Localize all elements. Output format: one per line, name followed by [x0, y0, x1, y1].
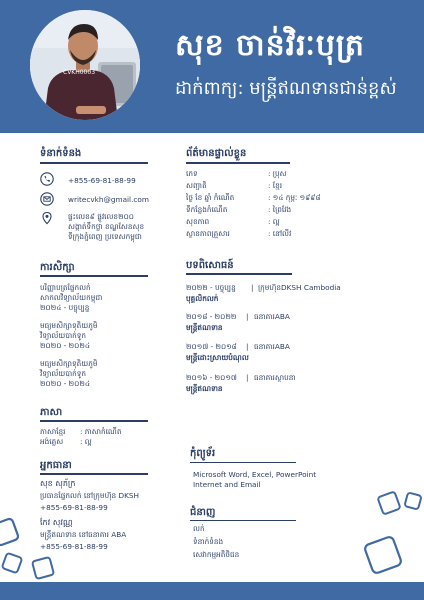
education-item-3-years: ២០២០ - ២០២៤ — [40, 379, 91, 388]
education-item-3-line2: វិទ្យាល័យបាក់ទូក — [40, 369, 87, 378]
experience-1-org: ក្រុមហ៊ុនDKSH Cambodia — [258, 283, 341, 292]
reference-2-phone: +855-69-81-88-99 — [40, 542, 108, 551]
education-item-2-years: ២០២០ - ២០២៤ — [40, 341, 91, 350]
personal-row-5-label: សុខភាព — [186, 217, 210, 226]
education-item-2-line1: មធ្យមសិក្សាទុតិយភូមិ — [40, 321, 98, 330]
contact-address-line3: ទីក្រុងភ្នំពេញ ប្រទេសកម្ពុជា — [68, 232, 142, 241]
experience-2-sep: | — [246, 312, 249, 321]
footer-band — [0, 582, 424, 600]
decorative-squares-left — [0, 515, 60, 585]
contact-phone: +855-69-81-88-99 — [68, 176, 136, 185]
experience-4-role: មន្ត្រីឥណទាន — [186, 384, 223, 393]
experience-2-role: មន្ត្រីឥណទាន — [186, 323, 223, 332]
experience-3-sep: | — [246, 342, 249, 351]
personal-row-4-label: ទីកន្លែងកំណើត — [186, 205, 228, 214]
contact-title-rule — [40, 162, 148, 164]
language-2-value: : ល្អ — [80, 437, 92, 446]
skills-line1: Microsoft Word, Excel, PowerPoint — [193, 470, 317, 479]
contact-address-line2: សង្កាត់ទឹកថ្លា ខណ្ឌសែនសុខ — [68, 222, 145, 231]
experience-1-sep: | — [251, 283, 254, 292]
references-title-rule — [40, 473, 148, 475]
education-item-1-line2: សាកលវិទ្យាល័យកម្ពុជា — [40, 293, 103, 302]
experience-3-period: ២០១៧ - ២០១៨ — [186, 342, 237, 351]
experience-section-title: បទពិសោធន៍ — [186, 260, 234, 271]
education-section-title: ការសិក្សា — [40, 262, 75, 273]
email-icon — [40, 192, 54, 206]
experience-4-period: ២០១៦ - ២០១៧ — [186, 373, 237, 382]
applied-position: ដាក់ពាក្យ: មន្ត្រីឥណទានជាន់ខ្ពស់ — [175, 78, 397, 99]
personal-row-6-value: : នៅលីវ — [268, 229, 292, 238]
personal-row-2-value: : ខ្មែរ — [268, 181, 283, 190]
experience-4-org: ធនាគារស្ថាបនា — [254, 373, 296, 382]
personal-section-title: ព័ត៌មានផ្ទាល់ខ្លួន — [186, 148, 247, 159]
reference-2-role: មន្ត្រីឥណទាន នៅធនាគារ ABA — [40, 530, 127, 539]
decorative-squares-right — [350, 478, 424, 582]
phone-icon — [40, 172, 54, 186]
personal-row-4-value: : ព្រៃវែង — [268, 205, 292, 214]
profile-photo — [30, 10, 140, 120]
experience-1-role: បុគ្គលិកលក់ — [186, 294, 219, 303]
language-section-title: ភាសា — [40, 407, 63, 418]
contact-section-title: ទំនាក់ទំនង — [40, 148, 82, 159]
personal-title-rule — [186, 162, 290, 164]
education-item-1-line1: បរិញ្ញាបត្រផ្នែកលក់ — [40, 283, 91, 292]
experience-4-sep: | — [246, 373, 249, 382]
language-title-rule — [40, 420, 148, 422]
reference-1-phone: +855-69-81-88-99 — [40, 503, 108, 512]
experience-2-period: ២០១៨ - ២០២២ — [186, 312, 237, 321]
experience-1-period: ២០២២ - បច្ចុប្បន្ន — [186, 283, 236, 292]
skills-title-rule — [190, 462, 296, 463]
personal-row-3-value: : ១៤ កុម្ភៈ ១៩៩៨ — [268, 193, 321, 202]
location-pin-icon — [40, 211, 54, 225]
reference-1-name: សុខ សុភ័ក្រ — [40, 479, 76, 488]
personal-row-6-label: ស្ថានភាពគ្រួសារ — [186, 229, 230, 238]
full-name: សុខ ចាន់វិរៈបុត្រ — [175, 28, 365, 63]
skills-line2: Internet and Email — [193, 480, 261, 489]
skills-section-title: កុំព្យូទ័រ — [190, 448, 216, 459]
experience-title-rule — [186, 273, 292, 275]
contact-address-line1: ផ្ទះលេខ៩ ផ្លូវលេខ២០០ — [68, 212, 134, 221]
reference-1-role: ប្រធានផ្នែកលក់ នៅក្រុមហ៊ុន DKSH — [40, 491, 139, 500]
header-banner — [0, 0, 424, 133]
education-title-rule — [40, 275, 148, 277]
personal-row-1-label: ភេទ — [186, 169, 198, 178]
reference-2-name: កែវ សុវណ្ណ — [40, 518, 73, 527]
hobbies-title-rule — [190, 520, 296, 521]
personal-row-1-value: : ប្រុស — [268, 169, 287, 178]
language-2-label: អង់គ្លេស — [40, 437, 64, 446]
personal-row-2-label: សញ្ជាតិ — [186, 181, 207, 190]
photo-badge-text: CVKH0003 — [63, 69, 96, 76]
hobbies-section-title: ជំនាញ — [190, 507, 216, 518]
contact-email: writecvkh@gmail.com — [68, 195, 149, 204]
hobby-2: ទំនាក់ទំនង — [193, 537, 224, 546]
education-item-1-years: ២០២៤ - បច្ចុប្បន្ន — [40, 303, 90, 312]
personal-row-5-value: : ល្អ — [268, 217, 280, 226]
education-item-3-line1: មធ្យមសិក្សាទុតិយភូមិ — [40, 359, 98, 368]
experience-3-org: ធនាគារABA — [254, 342, 290, 351]
hobby-3: សេវាកម្មអតិថិជន — [193, 550, 240, 559]
personal-row-3-label: ថ្ងៃ ខែ ឆ្នាំ កំណើត — [186, 193, 235, 202]
language-1-label: ភាសាខ្មែរ — [40, 427, 66, 436]
experience-3-role: មន្ត្រីដោះស្រាយបំណុល — [186, 353, 249, 362]
experience-2-org: ធនាគារABA — [254, 312, 290, 321]
language-1-value: : ភាសាកំណើត — [80, 427, 122, 436]
education-item-2-line2: វិទ្យាល័យបាក់ទូក — [40, 331, 87, 340]
hobby-1: លក់ — [193, 524, 205, 533]
references-section-title: អ្នកធានា — [40, 460, 72, 471]
